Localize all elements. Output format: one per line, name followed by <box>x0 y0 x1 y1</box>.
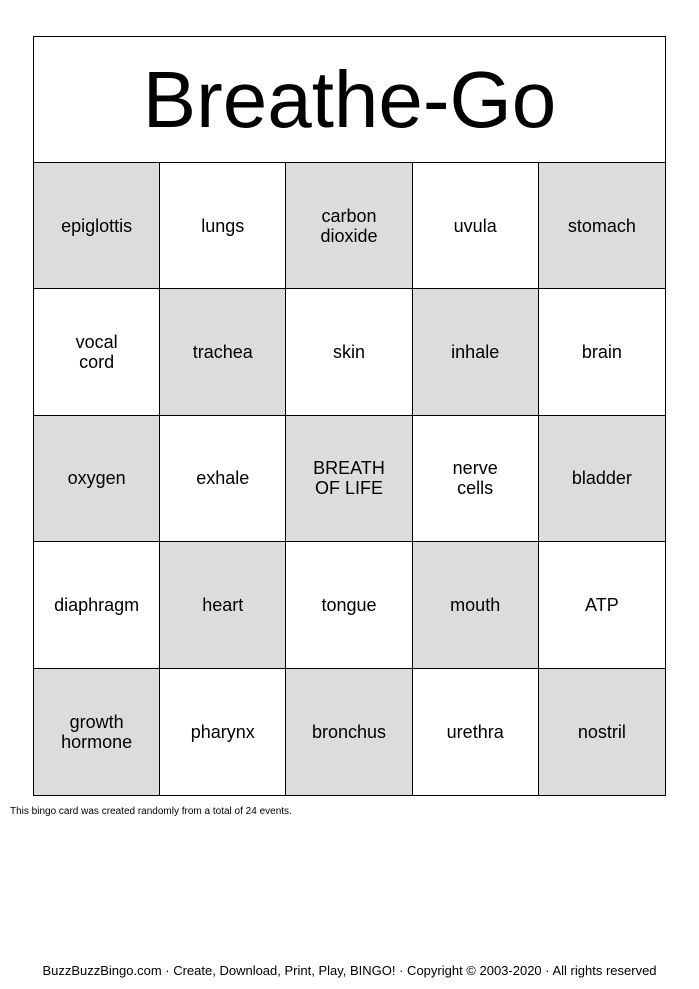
bingo-cell <box>413 416 539 542</box>
bingo-cell-label: stomach <box>567 215 636 236</box>
bingo-cell <box>539 416 665 542</box>
bingo-cell <box>160 289 286 415</box>
bingo-grid <box>34 163 665 795</box>
bingo-cell <box>539 163 665 289</box>
bingo-cell <box>413 669 539 795</box>
bingo-cell-label: ATP <box>585 594 619 615</box>
bingo-cell <box>160 416 286 542</box>
bingo-cell-label: BREATH OF LIFE <box>313 458 385 499</box>
bingo-cell <box>34 416 160 542</box>
bingo-cell <box>286 669 412 795</box>
bingo-cell-label: exhale <box>196 468 250 489</box>
bingo-card <box>33 36 666 796</box>
card-title: Breathe-Go <box>142 54 557 144</box>
title-row <box>34 37 665 163</box>
bingo-cell <box>539 669 665 795</box>
bingo-cell <box>413 542 539 668</box>
bingo-cell-label: nostril <box>577 721 626 742</box>
bingo-cell <box>34 289 160 415</box>
bingo-cell <box>286 542 412 668</box>
bingo-cell-label: tongue <box>321 594 377 615</box>
bingo-cell-label: uvula <box>453 215 497 236</box>
bingo-cell-label: vocal cord <box>75 332 118 373</box>
bingo-cell <box>34 542 160 668</box>
generation-note: This bingo card was created randomly from a total of 24 events. <box>10 806 292 817</box>
bingo-cell-label: heart <box>202 594 244 615</box>
bingo-cell <box>34 669 160 795</box>
bingo-cell <box>539 289 665 415</box>
bingo-cell-label: trachea <box>192 342 253 363</box>
bingo-cell-label: nerve cells <box>452 458 498 499</box>
bingo-cell-label: brain <box>581 342 622 363</box>
bingo-cell <box>160 669 286 795</box>
bingo-cell-label: urethra <box>446 721 504 742</box>
bingo-cell-label: bladder <box>571 468 632 489</box>
bingo-cell <box>286 416 412 542</box>
bingo-cell-label: pharynx <box>190 721 255 742</box>
bingo-cell-label: lungs <box>201 215 245 236</box>
bingo-cell-label: oxygen <box>67 468 126 489</box>
bingo-cell <box>34 163 160 289</box>
bingo-cell-label: diaphragm <box>54 594 140 615</box>
bingo-cell <box>413 163 539 289</box>
bingo-cell <box>160 163 286 289</box>
bingo-cell-label: inhale <box>451 342 500 363</box>
bingo-cell-label: bronchus <box>311 721 387 742</box>
bingo-cell <box>286 163 412 289</box>
bingo-cell-label: growth hormone <box>61 711 133 752</box>
bingo-cell <box>286 289 412 415</box>
bingo-cell <box>160 542 286 668</box>
bingo-cell-label: epiglottis <box>61 215 133 236</box>
bingo-cell <box>413 289 539 415</box>
page-footer: BuzzBuzzBingo.com · Create, Download, Print, Play, BINGO! · Copyright © 2003-2020 · All rights reserved <box>42 963 657 978</box>
bingo-cell-label: skin <box>332 342 365 363</box>
bingo-cell-label: carbon dioxide <box>320 205 378 246</box>
bingo-cell-label: mouth <box>450 594 501 615</box>
bingo-cell <box>539 542 665 668</box>
